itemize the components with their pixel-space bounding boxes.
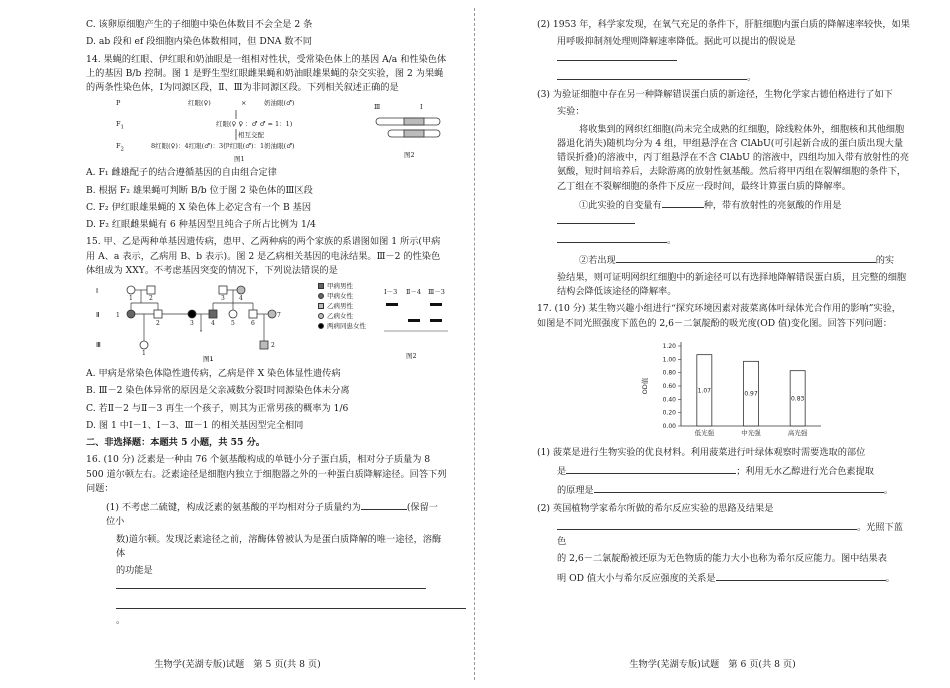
legend-label: 甲病女性 <box>327 291 353 300</box>
legend-label: 乙病女性 <box>327 311 353 320</box>
gel-bands <box>384 297 448 353</box>
answer-blank[interactable] <box>716 570 886 581</box>
lane-label: Ⅰ－3 <box>384 288 398 296</box>
q16-part2: (2) 1953 年，科学家发现，在氧气充足的条件下，肝脏细胞内蛋白质的降解速率较快，如果 <box>537 19 910 30</box>
electrophoresis-figure <box>384 287 448 363</box>
legend-square-light-icon <box>318 303 324 309</box>
q14-stem: 14. 果蝇的红眼、伊红眼和奶油眼是一组相对性状，受常染色体上的基因 A/a 和性染色体上的基因 B/b 控制。图 1 是野生型红眼雌果蝇和奶油眼雄果蝇的杂交实验，图 2 为果蝇的两条性染色体，Ⅰ为同源区段，Ⅱ、Ⅲ为非同源区段。下列相关叙述正确的是 <box>86 53 447 93</box>
pedigree-labels: 1 2 3 4 1 2 3 4 5 6 7 1 2 <box>116 295 281 357</box>
q17-part2: (2) 英国植物学家希尔所做的希尔反应实验的思路及结果是 <box>537 502 774 514</box>
q15-option-b: B. Ⅲ－2 染色体异常的原因是父亲减数分裂Ⅰ时同源染色体未分离 <box>86 385 350 397</box>
q14-figure-2 <box>374 104 444 164</box>
q14-option-b: B. 根据 F₂ 雄果蝇可判断 B/b 位于图 2 染色体的Ⅲ区段 <box>86 184 313 196</box>
answer-blank[interactable] <box>557 69 747 80</box>
fig1-caption: 图1 <box>234 155 245 164</box>
answer-blank[interactable] <box>557 232 667 243</box>
answer-blank[interactable] <box>662 197 704 208</box>
fig1-f1-label: $F_1$ <box>116 120 124 131</box>
q17-part2-cont: 。光照下蓝色 <box>537 519 910 550</box>
q16-stem: 16. (10 分) 泛素是一种由 76 个氨基酸构成的单链小分子蛋白质，相对分子质量为 8 500 道尔顿左右。泛素途径是细胞内独立于细胞器之外的一种蛋白质降解途径。回答下列问题： <box>86 454 447 494</box>
answer-blank[interactable] <box>566 463 736 474</box>
y-axis-label: OD值 <box>641 377 649 395</box>
q13-option-d: D. ab 段和 ef 段细胞内染色体数相同，但 DNA 数不同 <box>86 36 312 48</box>
answer-blank[interactable] <box>116 598 466 609</box>
svg-text:Ⅱ: Ⅱ <box>96 311 100 319</box>
q17-part1-cont: 是 ；利用无水乙醇进行光合色素提取 <box>537 463 910 479</box>
right-page <box>475 0 950 688</box>
section-2-heading: 二、非选择题：本题共 5 小题，共 55 分。 <box>86 437 265 448</box>
fig2-caption: 图2 <box>404 151 415 160</box>
q15-stem: 15. 甲、乙是两种单基因遗传病，患甲、乙两种病的两个家族的系谱图如图 1 所示(甲病用 A、a 表示，乙病用 B、b 表示)。图 2 是乙病相关基因的电泳结果。Ⅲ－2 的性染色体组成为 XXY。不考虑基因突变的情况下，下列说法错误的是 <box>86 236 441 276</box>
fig1-self-cross: 相互交配 <box>238 131 264 140</box>
x-tick-label: 低光强 <box>694 428 715 437</box>
q16-part2-cont: 用呼吸抑制剂处理则降解速率降低。据此可以提出的假说是 <box>537 35 910 66</box>
y-tick-label: 0.60 <box>662 382 676 390</box>
svg-text:Ⅲ: Ⅲ <box>96 341 101 349</box>
od-bar-chart <box>637 334 837 444</box>
answer-blank[interactable] <box>557 50 677 61</box>
fig2-label-3: Ⅲ <box>374 103 381 112</box>
q17-stem: 17. (10 分) 某生物兴趣小组进行“探究环境因素对菠菜离体叶绿体光合作用的影响”实验，如图是不同光照强度下蓝色的 2,6－二氯靛酚的吸光度(OD 值)变化图。回答下列问题： <box>537 303 901 329</box>
legend-square-dark-icon <box>318 283 324 289</box>
legend-circle-black-icon <box>318 323 324 329</box>
q16-part1-cont: 数)道尔顿。发现泛素途径之前，溶酶体曾被认为是蛋白质降解的唯一途径，溶酶体 <box>116 533 442 559</box>
q16-part1-blank-line: 。 <box>86 598 447 629</box>
q16-part3-sub1: ①此实验的自变量有 种，带有放射性的亮氨酸的作用是 <box>537 197 910 230</box>
q15-figures <box>86 281 447 367</box>
answer-blank[interactable] <box>594 482 884 493</box>
x-tick-label: 高光强 <box>787 428 808 437</box>
left-footer: 生物学(芜湖专版)试题 第 5 页(共 8 页) <box>154 658 321 670</box>
fig1-p-female: 红眼(♀) <box>188 99 211 108</box>
legend-circle-light-icon <box>318 313 324 319</box>
q15-option-c: C. 若Ⅱ－2 与Ⅱ－3 再生一个孩子，则其为正常男孩的概率为 1/6 <box>86 402 349 414</box>
q16-part3-intro: (3) 为验证细胞中存在另一种降解错误蛋白质的新途径，生物化学家古德伯格进行了如下 <box>537 89 893 100</box>
answer-blank[interactable] <box>557 213 635 224</box>
fig1-arrows <box>116 98 376 164</box>
svg-text:图1: 图1 <box>203 355 214 363</box>
answer-blank[interactable] <box>116 578 426 589</box>
fig2-caption: 图2 <box>406 352 417 360</box>
answer-blank[interactable] <box>361 499 407 510</box>
legend-label: 甲病男性 <box>327 281 353 290</box>
y-tick-label: 1.20 <box>662 342 676 350</box>
fig1-f1-text: 红眼(♀ ♀ ：♂ ♂ = 1：1) <box>216 120 293 129</box>
q14-option-c: C. F₂ 伊红眼雄果蝇的 X 染色体上必定含有一个 B 基因 <box>86 201 312 213</box>
q16-part3-sub2-cont: 验结果，则可证明网织红细胞中的新途径可以有选择地降解错误蛋白质，且完整的细胞结构会降低该途径的降解率。 <box>557 271 907 297</box>
q14-option-d: D. F₂ 红眼雌果蝇有 6 种基因型且纯合子所占比例为 1/4 <box>86 219 316 230</box>
q16-part3-intro2: 实验： <box>557 106 585 118</box>
x-tick-label: 中光强 <box>741 428 761 437</box>
q15-option-d: D. 图 1 中Ⅰ－1、Ⅰ－3、Ⅲ－1 的相关基因型完全相同 <box>86 419 304 431</box>
q16-part1: (1) 不考虑二硫键，构成泛素的氨基酸的平均相对分子质量约为 (保留一位小 <box>86 499 447 530</box>
q16-part3-sub1-blank: 。 <box>537 232 910 248</box>
q17-part2-cont2: 的 2,6－二氯靛酚被还原为无色物质的能力大小也称为希尔反应能力。图中结果表 <box>557 553 887 565</box>
fig1-cross: × <box>241 99 247 108</box>
fig1-p-male: 奶油眼(♂) <box>264 99 295 108</box>
q13-option-c: C. 该卵原细胞产生的子细胞中染色体数目不会全是 2 条 <box>86 19 313 30</box>
fig1-f2-label: $F_2$ <box>116 142 124 153</box>
q17-part1-end: 的原理是 。 <box>537 482 910 498</box>
right-footer: 生物学(芜湖专版)试题 第 6 页(共 8 页) <box>629 658 796 670</box>
fig2-label-1: Ⅰ <box>420 103 423 112</box>
svg-text:Ⅰ: Ⅰ <box>96 287 99 295</box>
q16-part3-body: 将收集到的网织红细胞(尚未完全成熟的红细胞，除线粒体外，细胞核和其他细胞器退化消失)随机均分为 4 组，甲组悬浮在含 ClAbU(可引起新合成的蛋白质出现大量错误折叠)的溶液中，丙丁组悬浮在不含 ClAbU 的溶液中，四组均加入带有放射性的亮氨酸，短时间培养后，去除游离的放射性氨基酸。然后将甲丙组在裂解细胞的条件下，乙丁组在不裂解细胞的条件下反应一段时间，最终计算蛋白质的降解率。 <box>557 123 910 192</box>
pedigree-legend <box>318 281 366 331</box>
sex-chromosomes <box>374 112 444 152</box>
q17-part2-end: 明 OD 值大小与希尔反应强度的关系是 。 <box>537 570 910 586</box>
y-tick-label: 1.00 <box>662 356 676 364</box>
y-tick-label: 0.20 <box>662 409 676 417</box>
fig1-f2-text: 8红眼(♀)：4红眼(♂)：3伊红眼(♂)：1奶油眼(♂) <box>151 142 295 151</box>
data-label: 1.07 <box>697 387 712 395</box>
q17-part1: (1) 菠菜是进行生物实验的优良材料。利用菠菜进行叶绿体观察时需要选取的部位 <box>537 446 866 458</box>
q14-figure-1 <box>116 98 376 164</box>
q16-part2-blank-line: 。 <box>537 69 910 85</box>
y-tick-label: 0.80 <box>662 369 676 377</box>
data-label: 0.97 <box>744 390 758 398</box>
od-chart-container <box>537 334 910 446</box>
q14-option-a: A. F₁ 雌雄配子的结合遵循基因的自由组合定律 <box>86 167 277 179</box>
answer-blank[interactable] <box>616 252 876 263</box>
q14-figures <box>86 98 447 166</box>
answer-blank[interactable] <box>557 519 857 530</box>
legend-label: 乙病男性 <box>327 301 353 310</box>
lane-label: Ⅱ－4 <box>406 288 422 296</box>
y-tick-label: 0.40 <box>662 396 676 404</box>
q16-part3-sub2: ②若出现 的实 <box>537 252 910 268</box>
lane-label: Ⅲ－3 <box>428 288 445 296</box>
fig1-p-label: P <box>116 99 121 108</box>
y-tick-label: 0.00 <box>662 422 676 430</box>
legend-label: 两病同患女性 <box>327 321 366 330</box>
q16-part1-end: 的功能是 <box>86 564 447 595</box>
data-label: 0.83 <box>790 395 805 403</box>
legend-circle-dark-icon <box>318 293 324 299</box>
q15-option-a: A. 甲病是常染色体隐性遗传病，乙病是伴 X 染色体显性遗传病 <box>86 368 341 379</box>
